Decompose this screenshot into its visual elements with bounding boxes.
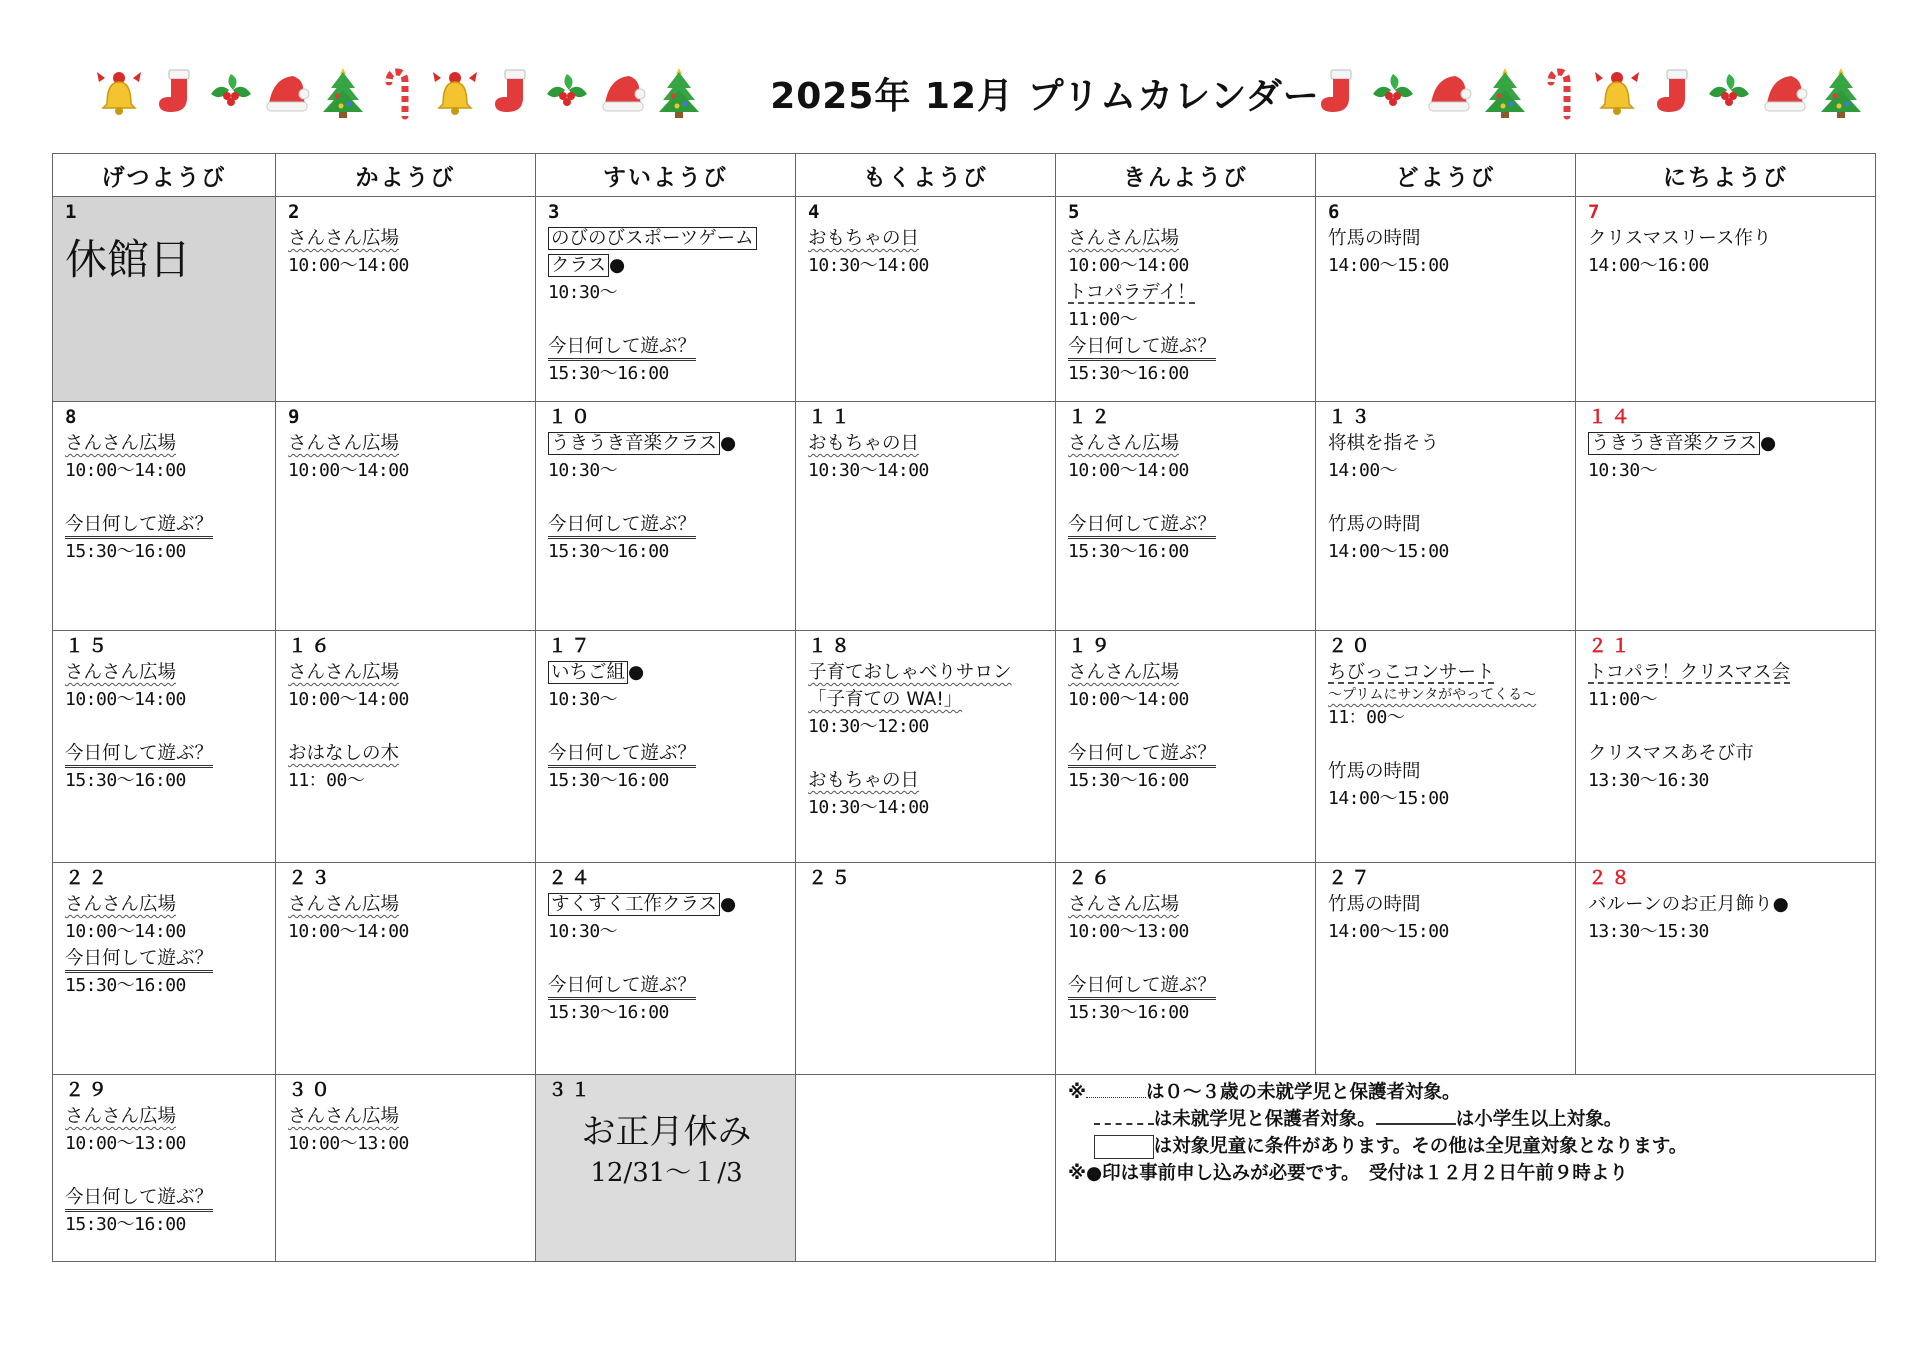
event-title: さんさん広場	[288, 894, 400, 915]
event-time: 11:00～	[1588, 689, 1658, 710]
weekday-tuesday: かようび	[276, 154, 536, 197]
day-cell-9	[276, 402, 536, 631]
event-title: さんさん広場	[65, 1106, 177, 1127]
event-title: 将棋を指そう	[1328, 433, 1440, 454]
day-number: ２０	[1328, 635, 1375, 657]
event-title: いちご組	[548, 661, 628, 684]
day-cell-31	[536, 1075, 796, 1262]
event-time: 13:30～15:30	[1588, 921, 1709, 942]
calendar-title: 2025年 12月 プリムカレンダー	[770, 76, 1320, 117]
event-time: 10:30～14:00	[808, 255, 929, 276]
event-title: さんさん広場	[288, 228, 400, 249]
holiday-range: 12/31～１/3	[590, 1158, 743, 1188]
day-number: 9	[288, 406, 304, 428]
event-title: さんさん広場	[1068, 894, 1180, 915]
day-number: １６	[288, 635, 335, 657]
holly-icon	[207, 64, 255, 120]
event-title: 今日何して遊ぶ？	[1068, 514, 1216, 539]
day-number: 5	[1068, 201, 1084, 223]
day-number: １２	[1068, 406, 1115, 428]
event-title: クリスマスリース作り	[1588, 228, 1772, 249]
event-title: 竹馬の時間	[1328, 894, 1421, 915]
day-number: １０	[548, 406, 595, 428]
event-title: ちびっこコンサート	[1328, 662, 1495, 683]
event-title: クリスマスあそび市	[1588, 743, 1754, 764]
event-title: さんさん広場	[288, 1106, 400, 1127]
week-row-1	[53, 197, 1876, 402]
event-title: さんさん広場	[65, 662, 177, 683]
note-text: は０～３歳の未就学児と保護者対象。	[1146, 1082, 1461, 1103]
day-cell-16	[276, 631, 536, 863]
dashed-underline-sample	[1094, 1123, 1154, 1125]
event-time: 15:30～16:00	[1068, 1002, 1189, 1023]
day-number: ２３	[288, 867, 335, 889]
day-cell-24	[536, 863, 796, 1075]
event-time: 10:30～	[548, 282, 618, 303]
event-title: 竹馬の時間	[1328, 514, 1421, 535]
santa-hat-icon	[263, 64, 311, 120]
box-sample	[1094, 1135, 1154, 1159]
day-cell-20	[1316, 631, 1576, 863]
note-text: は小学生以上対象。	[1455, 1109, 1623, 1130]
day-number: ２８	[1588, 867, 1635, 889]
weekday-monday: げつようび	[53, 154, 276, 197]
event-title: さんさん広場	[1068, 228, 1180, 249]
event-time: 14:00～15:00	[1328, 255, 1449, 276]
day-cell-26	[1056, 863, 1316, 1075]
day-number: １４	[1588, 406, 1635, 428]
calendar-grid	[52, 153, 1876, 1262]
week-row-2	[53, 402, 1876, 631]
event-time: 15:30～16:00	[548, 363, 669, 384]
day-cell-18	[796, 631, 1056, 863]
event-title: トコパラデイ！	[1068, 282, 1196, 303]
day-cell-13	[1316, 402, 1576, 631]
santa-hat-icon	[1761, 64, 1809, 120]
day-number: 1	[65, 201, 81, 223]
event-title: 今日何して遊ぶ？	[65, 743, 213, 768]
bell-icon	[95, 64, 143, 120]
event-time: 15:30～16:00	[1068, 541, 1189, 562]
day-cell-2	[276, 197, 536, 402]
day-number: 7	[1588, 201, 1604, 223]
event-time: 10:00～14:00	[65, 921, 186, 942]
bell-icon	[1593, 64, 1641, 120]
note-line-1	[1068, 1079, 1865, 1106]
christmas-tree-icon	[1817, 64, 1865, 120]
event-title: さんさん広場	[1068, 662, 1180, 683]
day-number: ２５	[808, 867, 855, 889]
note-line-3	[1068, 1133, 1865, 1160]
day-cell-19	[1056, 631, 1316, 863]
legend-notes	[1056, 1075, 1876, 1262]
event-title-cont: クラス	[548, 254, 609, 277]
day-cell-23	[276, 863, 536, 1075]
closed-day-label: 休館日	[65, 235, 192, 284]
event-time: 10:30～	[548, 460, 618, 481]
weekday-header-row	[53, 154, 1876, 197]
note-line-2	[1068, 1106, 1865, 1133]
double-underline-sample	[1376, 1123, 1456, 1125]
day-number: ２６	[1068, 867, 1115, 889]
stocking-icon	[487, 64, 535, 120]
event-time: 15:30～16:00	[65, 770, 186, 791]
santa-hat-icon	[1425, 64, 1473, 120]
event-time: 10:30～	[548, 921, 618, 942]
event-title: 今日何して遊ぶ？	[1068, 743, 1216, 768]
note-text: は対象児童に条件があります。その他は全児童対象となります。	[1153, 1136, 1688, 1157]
event-title: おはなしの木	[288, 743, 400, 764]
event-title: トコパラ！クリスマス会	[1588, 662, 1791, 683]
event-title: おもちゃの日	[808, 433, 920, 454]
reservation-mark: ●	[1759, 433, 1777, 454]
event-title: 今日何して遊ぶ？	[548, 975, 696, 1000]
weekday-wednesday: すいようび	[536, 154, 796, 197]
day-cell-30	[276, 1075, 536, 1262]
day-number: 2	[288, 201, 304, 223]
day-cell-27	[1316, 863, 1576, 1075]
weekday-sunday: にちようび	[1576, 154, 1876, 197]
day-number: 8	[65, 406, 81, 428]
christmas-tree-icon	[319, 64, 367, 120]
holiday-label: お正月休み	[581, 1112, 752, 1152]
event-time: 10:30～14:00	[808, 460, 929, 481]
day-number: ２９	[65, 1079, 112, 1101]
event-title: のびのびスポーツゲーム	[548, 227, 757, 250]
event-title: 今日何して遊ぶ？	[1068, 975, 1216, 1000]
day-number: ２４	[548, 867, 595, 889]
event-time: 10:00～14:00	[65, 460, 186, 481]
event-title: さんさん広場	[288, 662, 400, 683]
event-time: 10:00～13:00	[65, 1133, 186, 1154]
event-time: 15:30～16:00	[1068, 363, 1189, 384]
day-cell-29	[53, 1075, 276, 1262]
day-cell-3	[536, 197, 796, 402]
day-cell-6	[1316, 197, 1576, 402]
event-title: 今日何して遊ぶ？	[548, 514, 696, 539]
event-time: 10:00～14:00	[288, 460, 409, 481]
event-time: 10:00～14:00	[1068, 460, 1189, 481]
event-time: 10:30～	[548, 689, 618, 710]
event-title: 今日何して遊ぶ？	[548, 743, 696, 768]
event-time: 15:30～16:00	[65, 1214, 186, 1235]
santa-hat-icon	[599, 64, 647, 120]
event-title: 今日何して遊ぶ？	[65, 1187, 213, 1212]
decoration-row-left	[95, 64, 703, 120]
day-cell-1	[53, 197, 276, 402]
day-cell-15	[53, 631, 276, 863]
event-subtitle: ～プリムにサンタがやってくる～	[1328, 687, 1537, 703]
event-time: 15:30～16:00	[65, 541, 186, 562]
day-cell-7	[1576, 197, 1876, 402]
event-time: 15:30～16:00	[548, 770, 669, 791]
event-time: 14:00～16:00	[1588, 255, 1709, 276]
event-title: うきうき音楽クラス	[548, 432, 720, 455]
event-time: 10:00～14:00	[288, 921, 409, 942]
event-title: すくすく工作クラス	[548, 893, 720, 916]
note-text: は未就学児と保護者対象。	[1153, 1109, 1376, 1130]
candy-cane-icon	[1537, 64, 1585, 120]
day-cell-21	[1576, 631, 1876, 863]
day-cell-8	[53, 402, 276, 631]
event-time: 14:00～	[1328, 460, 1398, 481]
weekday-saturday: どようび	[1316, 154, 1576, 197]
reservation-mark: ●	[608, 255, 626, 276]
day-number: １８	[808, 635, 855, 657]
event-title: さんさん広場	[288, 433, 400, 454]
event-time: 10:00～13:00	[288, 1133, 409, 1154]
event-title: おもちゃの日	[808, 770, 920, 791]
holly-icon	[543, 64, 591, 120]
christmas-tree-icon	[1481, 64, 1529, 120]
event-time: 11：00～	[288, 770, 365, 791]
christmas-tree-icon	[655, 64, 703, 120]
wavy-underline-sample	[1086, 1097, 1146, 1098]
week-row-4	[53, 863, 1876, 1075]
day-cell-17	[536, 631, 796, 863]
day-number: ３１	[548, 1079, 595, 1101]
day-cell-10	[536, 402, 796, 631]
event-time: 15:30～16:00	[1068, 770, 1189, 791]
bell-icon	[431, 64, 479, 120]
event-title: 竹馬の時間	[1328, 228, 1421, 249]
event-title: 今日何して遊ぶ？	[1068, 336, 1216, 361]
week-row-3	[53, 631, 1876, 863]
calendar-header	[95, 58, 1865, 128]
day-cell-22	[53, 863, 276, 1075]
day-number: 3	[548, 201, 564, 223]
day-number: １５	[65, 635, 112, 657]
day-cell-12	[1056, 402, 1316, 631]
event-time: 10:30～14:00	[808, 797, 929, 818]
day-cell-11	[796, 402, 1056, 631]
day-number: 6	[1328, 201, 1344, 223]
stocking-icon	[151, 64, 199, 120]
event-time: 10:00～13:00	[1068, 921, 1189, 942]
note-prefix: ※	[1068, 1082, 1086, 1103]
day-number: １３	[1328, 406, 1375, 428]
event-time: 13:30～16:30	[1588, 770, 1709, 791]
reservation-mark: ●	[1772, 894, 1789, 915]
event-subtitle: 「子育ての WA!」	[808, 689, 963, 710]
day-number: ３０	[288, 1079, 335, 1101]
stocking-icon	[1649, 64, 1697, 120]
event-time: 10:30～	[1588, 460, 1658, 481]
event-time: 15:30～16:00	[548, 1002, 669, 1023]
empty-cell	[796, 1075, 1056, 1262]
stocking-icon	[1313, 64, 1361, 120]
candy-cane-icon	[375, 64, 423, 120]
event-time: 11：00～	[1328, 707, 1405, 728]
event-time: 14:00～15:00	[1328, 921, 1449, 942]
holly-icon	[1705, 64, 1753, 120]
event-time: 14:00～15:00	[1328, 788, 1449, 809]
reservation-mark: ●	[719, 894, 737, 915]
reservation-mark: ●	[719, 433, 737, 454]
day-number: 4	[808, 201, 824, 223]
event-title: 今日何して遊ぶ？	[548, 336, 696, 361]
event-time: 15:30～16:00	[65, 975, 186, 996]
event-title: さんさん広場	[65, 433, 177, 454]
day-number: ２２	[65, 867, 112, 889]
reservation-mark: ●	[628, 662, 645, 683]
event-title: バルーンのお正月飾り	[1588, 894, 1773, 915]
event-time: 10:00～14:00	[288, 689, 409, 710]
day-cell-28	[1576, 863, 1876, 1075]
day-number: １１	[808, 406, 855, 428]
event-title: さんさん広場	[65, 894, 177, 915]
event-title: 子育ておしゃべりサロン	[808, 662, 1012, 683]
day-cell-4	[796, 197, 1056, 402]
event-time: 11:00～	[1068, 309, 1138, 330]
event-title: おもちゃの日	[808, 228, 920, 249]
event-title: うきうき音楽クラス	[1588, 432, 1760, 455]
event-title: 今日何して遊ぶ？	[65, 514, 213, 539]
day-number: １７	[548, 635, 595, 657]
day-cell-14	[1576, 402, 1876, 631]
holly-icon	[1369, 64, 1417, 120]
day-cell-25	[796, 863, 1056, 1075]
event-time: 10:00～14:00	[288, 255, 409, 276]
event-time: 10:30～12:00	[808, 716, 929, 737]
weekday-thursday: もくようび	[796, 154, 1056, 197]
day-cell-5	[1056, 197, 1316, 402]
event-title: さんさん広場	[1068, 433, 1180, 454]
event-time: 15:30～16:00	[548, 541, 669, 562]
event-time: 10:00～14:00	[65, 689, 186, 710]
event-title: 竹馬の時間	[1328, 761, 1421, 782]
day-number: ２１	[1588, 635, 1635, 657]
note-line-4: ※●印は事前申し込みが必要です。 受付は１２月２日午前９時より	[1068, 1163, 1628, 1184]
event-time: 10:00～14:00	[1068, 689, 1189, 710]
day-number: １９	[1068, 635, 1115, 657]
event-time: 14:00～15:00	[1328, 541, 1449, 562]
week-row-5	[53, 1075, 1876, 1262]
weekday-friday: きんようび	[1056, 154, 1316, 197]
decoration-row-right	[1313, 64, 1865, 120]
day-number: ２７	[1328, 867, 1375, 889]
event-time: 10:00～14:00	[1068, 255, 1189, 276]
event-title: 今日何して遊ぶ？	[65, 948, 213, 973]
